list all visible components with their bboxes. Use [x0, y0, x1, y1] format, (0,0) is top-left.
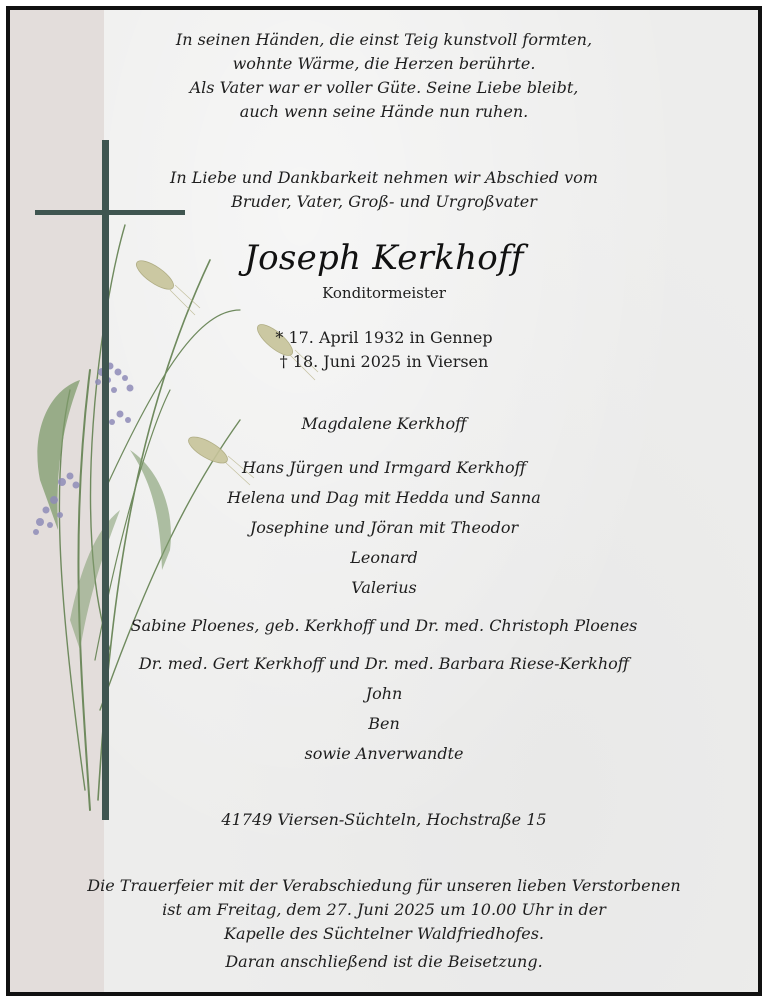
- mourner-line: Valerius: [351, 578, 417, 597]
- profession: Konditormeister: [322, 284, 446, 302]
- deceased-name: Joseph Kerkhoff: [244, 238, 524, 278]
- mourner-line: Leonard: [350, 548, 418, 567]
- poem-line: wohnte Wärme, die Herzen berührte.: [232, 54, 536, 73]
- mourner-line: Hans Jürgen und Irmgard Kerkhoff: [241, 458, 526, 477]
- mourner-line: sowie Anverwandte: [304, 744, 464, 763]
- poem-line: In seinen Händen, die einst Teig kunstvoll formten,: [175, 30, 593, 49]
- funeral-line: Daran anschließend ist die Beisetzung.: [225, 952, 543, 971]
- poem-line: auch wenn seine Hände nun ruhen.: [239, 102, 529, 121]
- intro-line: In Liebe und Dankbarkeit nehmen wir Abschied vom: [170, 168, 598, 187]
- obituary-card: [6, 6, 762, 996]
- mourner-line: Josephine und Jöran mit Theodor: [249, 518, 519, 537]
- poem-line: Als Vater war er voller Güte. Seine Liebe bleibt,: [189, 78, 579, 97]
- mourner-line: Sabine Ploenes, geb. Kerkhoff und Dr. med. Christoph Ploenes: [130, 616, 638, 635]
- mourner-line: Helena und Dag mit Hedda und Sanna: [227, 488, 541, 507]
- address: 41749 Viersen-Süchteln, Hochstraße 15: [221, 810, 547, 829]
- intro-line: Bruder, Vater, Groß- und Urgroßvater: [231, 192, 537, 211]
- death-date: † 18. Juni 2025 in Viersen: [279, 352, 489, 371]
- mourner-line: Magdalene Kerkhoff: [301, 414, 467, 433]
- mourner-line: Ben: [368, 714, 400, 733]
- funeral-line: Kapelle des Süchtelner Waldfriedhofes.: [223, 924, 545, 943]
- birth-date: * 17. April 1932 in Gennep: [275, 328, 493, 347]
- funeral-line: ist am Freitag, dem 27. Juni 2025 um 10.00 Uhr in der: [162, 900, 606, 919]
- mourner-line: Dr. med. Gert Kerkhoff und Dr. med. Barbara Riese-Kerkhoff: [138, 654, 630, 673]
- mourner-line: John: [365, 684, 403, 703]
- funeral-line: Die Trauerfeier mit der Verabschiedung für unseren lieben Verstorbenen: [87, 876, 681, 895]
